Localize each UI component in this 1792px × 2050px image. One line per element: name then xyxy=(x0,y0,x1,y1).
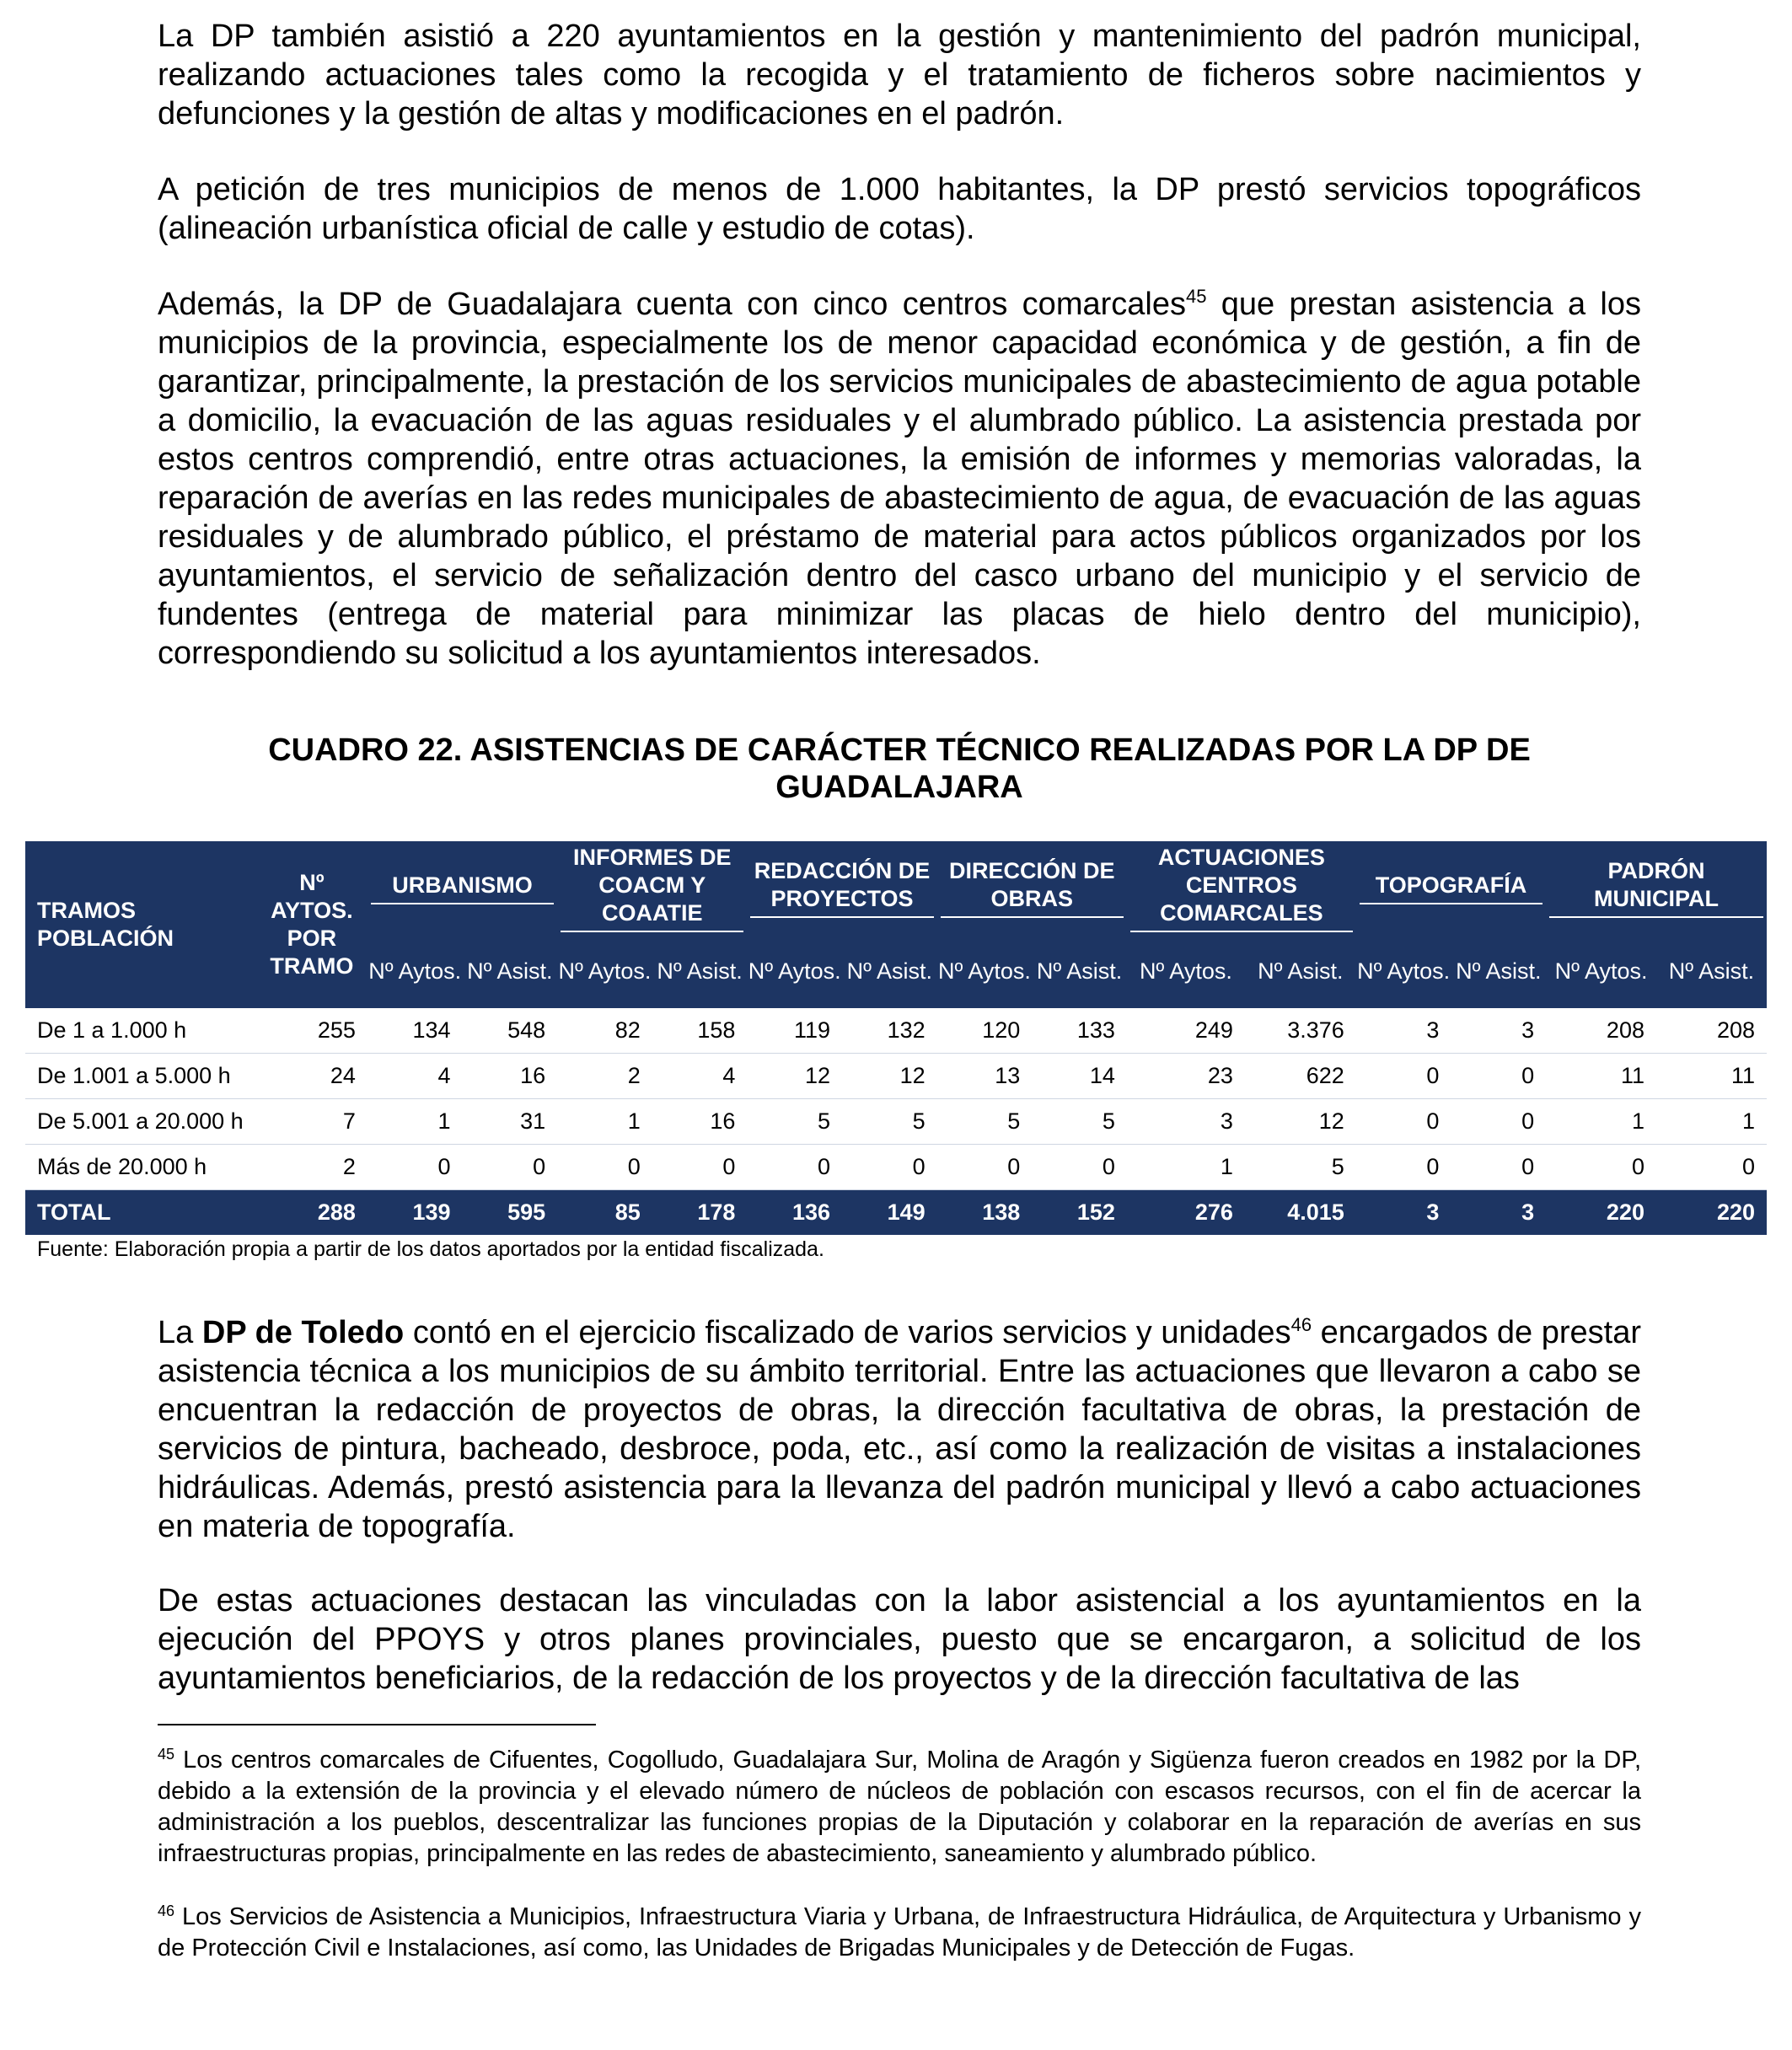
subheader-aytos: Nº Aytos. xyxy=(1546,934,1656,1008)
table-cell: 139 xyxy=(368,1190,463,1236)
paragraph-centros-text-b: que prestan asistencia a los municipios de la provincia, especialmente los de menor capacidad económica y de gestión, a fin de garantizar, principalmente, la prestación de los servicios municipales de abastecimiento de agua potable a domicilio, la evacuación de las aguas residuales y el alumbrado público. La asistencia prestada por estos centros comprendió, entre otras actuaciones, la emisión de informes y memorias valoradas, la reparación de averías en las redes municipales de abastecimiento de agua, de evacuación de las aguas residuales y de alumbrado público, el préstamo de material para actos públicos organizados por los ayuntamientos, el servicio de señalización dentro del casco urbano del municipio y el servicio de fundentes (entrega de material para minimizar las placas de hielo dentro del municipio), correspondiendo su solicitud a los ayuntamientos interesados. xyxy=(158,287,1641,671)
subheader-asist: Nº Asist. xyxy=(463,934,558,1008)
table-cell: 0 xyxy=(1356,1145,1451,1190)
table-cell: 0 xyxy=(842,1145,937,1190)
paragraph-ppoys xyxy=(158,1581,1641,1698)
table-cell: 149 xyxy=(842,1190,937,1236)
table-row xyxy=(25,1008,1767,1054)
table-cell: 119 xyxy=(747,1008,842,1054)
table-title: CUADRO 22. ASISTENCIAS DE CARÁCTER TÉCNICO REALIZADAS POR LA DP DE GUADALAJARA xyxy=(268,733,1531,805)
subheader-asist: Nº Asist. xyxy=(1656,934,1767,1008)
table-cell: 3 xyxy=(1356,1190,1451,1236)
table-cell: 0 xyxy=(463,1145,558,1190)
subheader-aytos: Nº Aytos. xyxy=(557,934,652,1008)
paragraph-padron xyxy=(158,17,1641,133)
table-cell: 5 xyxy=(747,1099,842,1145)
table-cell: 138 xyxy=(937,1190,1033,1236)
table-cell: 136 xyxy=(747,1190,842,1236)
table-cell: 12 xyxy=(842,1054,937,1099)
table-cell: 133 xyxy=(1032,1008,1127,1054)
table-cell: 622 xyxy=(1245,1054,1356,1099)
table-cell: 2 xyxy=(557,1054,652,1099)
subheader-aytos: Nº Aytos. xyxy=(747,934,842,1008)
table-cell: 31 xyxy=(463,1099,558,1145)
table-cell: 4 xyxy=(368,1054,463,1099)
table-cell: 1 xyxy=(557,1099,652,1145)
table-cell: 1 xyxy=(1127,1145,1245,1190)
footnote-46-text: Los Servicios de Asistencia a Municipios, Infraestructura Viaria y Urbana, de Infraestructura Hidráulica, de Arquitectura y Urbanismo y de Protección Civil e Instalaciones, así como, las Unidades de Brigadas Municipales y de Detección de Fugas. xyxy=(158,1903,1641,1961)
footnote-45 xyxy=(158,1745,1641,1870)
table-cell: 152 xyxy=(1032,1190,1127,1236)
table-cell: 13 xyxy=(937,1054,1033,1099)
table-total-row xyxy=(25,1190,1767,1236)
table-cell: 11 xyxy=(1656,1054,1767,1099)
table-cell: 1 xyxy=(1546,1099,1656,1145)
footnote-46 xyxy=(158,1902,1641,1964)
table-cell: 5 xyxy=(842,1099,937,1145)
footnote-separator xyxy=(158,1724,596,1725)
footnote-45-text: Los centros comarcales de Cifuentes, Cogolludo, Guadalajara Sur, Molina de Aragón y Sigüenza fueron creados en 1982 por la DP, debido a la extensión de la provincia y el elevado número de núcleos de población con escasos recursos, con el fin de acercar la administración a los pueblos, descentralizar las funciones propias de la Diputación y colaborar en la reparación de averías en sus infraestructuras propias, principalmente en las redes de abastecimiento, saneamiento y alumbrado público. xyxy=(158,1747,1641,1867)
table-cell: 3 xyxy=(1127,1099,1245,1145)
table-cell: 16 xyxy=(652,1099,748,1145)
paragraph-toledo-text-b: contó en el ejercicio fiscalizado de varios servicios y unidades xyxy=(404,1315,1291,1350)
header-direccion: DIRECCIÓN DE OBRAS xyxy=(937,841,1127,934)
subheader-asist: Nº Asist. xyxy=(652,934,748,1008)
table-cell: 276 xyxy=(1127,1190,1245,1236)
table-cell: 0 xyxy=(1546,1145,1656,1190)
table-cell: 132 xyxy=(842,1008,937,1054)
row-label: De 1 a 1.000 h xyxy=(25,1008,256,1054)
paragraph-toledo-bold: DP de Toledo xyxy=(201,1315,405,1350)
table-cell: 3 xyxy=(1451,1008,1546,1054)
paragraph-toledo xyxy=(158,1313,1641,1546)
paragraph-toledo-text-c: encargados de prestar asistencia técnica a los municipios de su ámbito territorial. Entre las actuaciones que llevaron a cabo se encuentran la redacción de proyectos de obras, la dirección facultativa de obras, la prestación de servicios de pintura, bacheado, desbroce, poda, etc., así como la realización de visitas a instalaciones hidráulicas. Además, prestó asistencia para la llevanza del padrón municipal y llevó a cabo actuaciones en materia de topografía. xyxy=(158,1315,1641,1544)
table-row xyxy=(25,1145,1767,1190)
header-topografia: TOPOGRAFÍA xyxy=(1356,841,1546,934)
subheader-asist: Nº Asist. xyxy=(1245,934,1356,1008)
table-cell: 5 xyxy=(937,1099,1033,1145)
table-cell: 0 xyxy=(1451,1145,1546,1190)
table-row xyxy=(25,1054,1767,1099)
table-cell: 0 xyxy=(1451,1054,1546,1099)
table-cell: 12 xyxy=(747,1054,842,1099)
row-label: De 5.001 a 20.000 h xyxy=(25,1099,256,1145)
table-cell: 14 xyxy=(1032,1054,1127,1099)
header-informes: INFORMES DE COACM Y COAATIE xyxy=(557,841,747,934)
table-cell: 0 xyxy=(1451,1099,1546,1145)
table-cell: 178 xyxy=(652,1190,748,1236)
header-padron: PADRÓN MUNICIPAL xyxy=(1546,841,1767,934)
table-row xyxy=(25,1099,1767,1145)
table-cell: 0 xyxy=(1356,1054,1451,1099)
row-label: De 1.001 a 5.000 h xyxy=(25,1054,256,1099)
footnote-45-number: 45 xyxy=(158,1746,175,1763)
subheader-aytos: Nº Aytos. xyxy=(368,934,463,1008)
table-cell: 208 xyxy=(1546,1008,1656,1054)
assistance-table-wrapper xyxy=(25,841,1767,1235)
row-label: TOTAL xyxy=(25,1190,256,1236)
header-centros-comarcales: ACTUACIONES CENTROS COMARCALES xyxy=(1127,841,1356,934)
table-cell: 548 xyxy=(463,1008,558,1054)
table-cell: 4.015 xyxy=(1245,1190,1356,1236)
paragraph-topografia-text: A petición de tres municipios de menos de 1.000 habitantes, la DP prestó servicios topográficos (alineación urbanística oficial de calle y estudio de cotas). xyxy=(158,172,1641,246)
assistance-table xyxy=(25,841,1767,1235)
table-cell: 3.376 xyxy=(1245,1008,1356,1054)
table-cell: 595 xyxy=(463,1190,558,1236)
table-cell: 5 xyxy=(1032,1099,1127,1145)
table-cell: 220 xyxy=(1546,1190,1656,1236)
table-cell: 2 xyxy=(256,1145,368,1190)
table-source-note: Fuente: Elaboración propia a partir de los datos aportados por la entidad fiscalizada. xyxy=(37,1237,824,1261)
table-cell: 3 xyxy=(1451,1190,1546,1236)
table-cell: 208 xyxy=(1656,1008,1767,1054)
subheader-asist: Nº Asist. xyxy=(1032,934,1127,1008)
row-label: Más de 20.000 h xyxy=(25,1145,256,1190)
table-cell: 134 xyxy=(368,1008,463,1054)
header-urbanismo: URBANISMO xyxy=(368,841,557,934)
paragraph-centros-text-a: Además, la DP de Guadalajara cuenta con cinco centros comarcales xyxy=(158,287,1186,322)
subheader-aytos: Nº Aytos. xyxy=(1127,934,1245,1008)
table-cell: 82 xyxy=(557,1008,652,1054)
table-cell: 7 xyxy=(256,1099,368,1145)
table-cell: 5 xyxy=(1245,1145,1356,1190)
subheader-aytos: Nº Aytos. xyxy=(1356,934,1451,1008)
paragraph-topografia xyxy=(158,170,1641,248)
table-cell: 0 xyxy=(1032,1145,1127,1190)
footnote-ref-46: 46 xyxy=(1290,1314,1312,1335)
table-cell: 23 xyxy=(1127,1054,1245,1099)
header-tramos: TRAMOS POBLACIÓN xyxy=(25,841,256,1008)
table-cell: 0 xyxy=(1356,1099,1451,1145)
table-cell: 158 xyxy=(652,1008,748,1054)
table-cell: 0 xyxy=(1656,1145,1767,1190)
paragraph-ppoys-text: De estas actuaciones destacan las vinculadas con la labor asistencial a los ayuntamientos en la ejecución del PPOYS y otros planes provinciales, puesto que se encargaron, a solicitud de los ayuntamientos beneficiarios, de la redacción de los proyectos y de la dirección facultativa de las xyxy=(158,1583,1641,1696)
footnote-46-number: 46 xyxy=(158,1902,175,1919)
subheader-asist: Nº Asist. xyxy=(1451,934,1546,1008)
table-cell: 12 xyxy=(1245,1099,1356,1145)
table-cell: 0 xyxy=(937,1145,1033,1190)
subheader-asist: Nº Asist. xyxy=(842,934,937,1008)
table-cell: 0 xyxy=(747,1145,842,1190)
header-aytos-tramo: Nº AYTOS. POR TRAMO xyxy=(256,841,368,1008)
table-cell: 3 xyxy=(1356,1008,1451,1054)
table-cell: 220 xyxy=(1656,1190,1767,1236)
paragraph-padron-text: La DP también asistió a 220 ayuntamientos en la gestión y mantenimiento del padrón municipal, realizando actuaciones tales como la recogida y el tratamiento de ficheros sobre nacimientos y defunciones y la gestión de altas y modificaciones en el padrón. xyxy=(158,19,1641,131)
table-cell: 0 xyxy=(557,1145,652,1190)
table-cell: 85 xyxy=(557,1190,652,1236)
table-cell: 4 xyxy=(652,1054,748,1099)
table-cell: 0 xyxy=(652,1145,748,1190)
table-cell: 288 xyxy=(256,1190,368,1236)
table-cell: 1 xyxy=(1656,1099,1767,1145)
paragraph-centros-comarcales xyxy=(158,285,1641,673)
table-cell: 249 xyxy=(1127,1008,1245,1054)
footnote-ref-45: 45 xyxy=(1185,286,1207,307)
table-cell: 255 xyxy=(256,1008,368,1054)
table-cell: 16 xyxy=(463,1054,558,1099)
table-cell: 120 xyxy=(937,1008,1033,1054)
subheader-aytos: Nº Aytos. xyxy=(937,934,1033,1008)
table-cell: 24 xyxy=(256,1054,368,1099)
paragraph-toledo-text-a: La xyxy=(158,1315,202,1350)
table-body xyxy=(25,1008,1767,1235)
table-cell: 11 xyxy=(1546,1054,1656,1099)
header-redaccion: REDACCIÓN DE PROYECTOS xyxy=(747,841,936,934)
table-cell: 1 xyxy=(368,1099,463,1145)
table-cell: 0 xyxy=(368,1145,463,1190)
